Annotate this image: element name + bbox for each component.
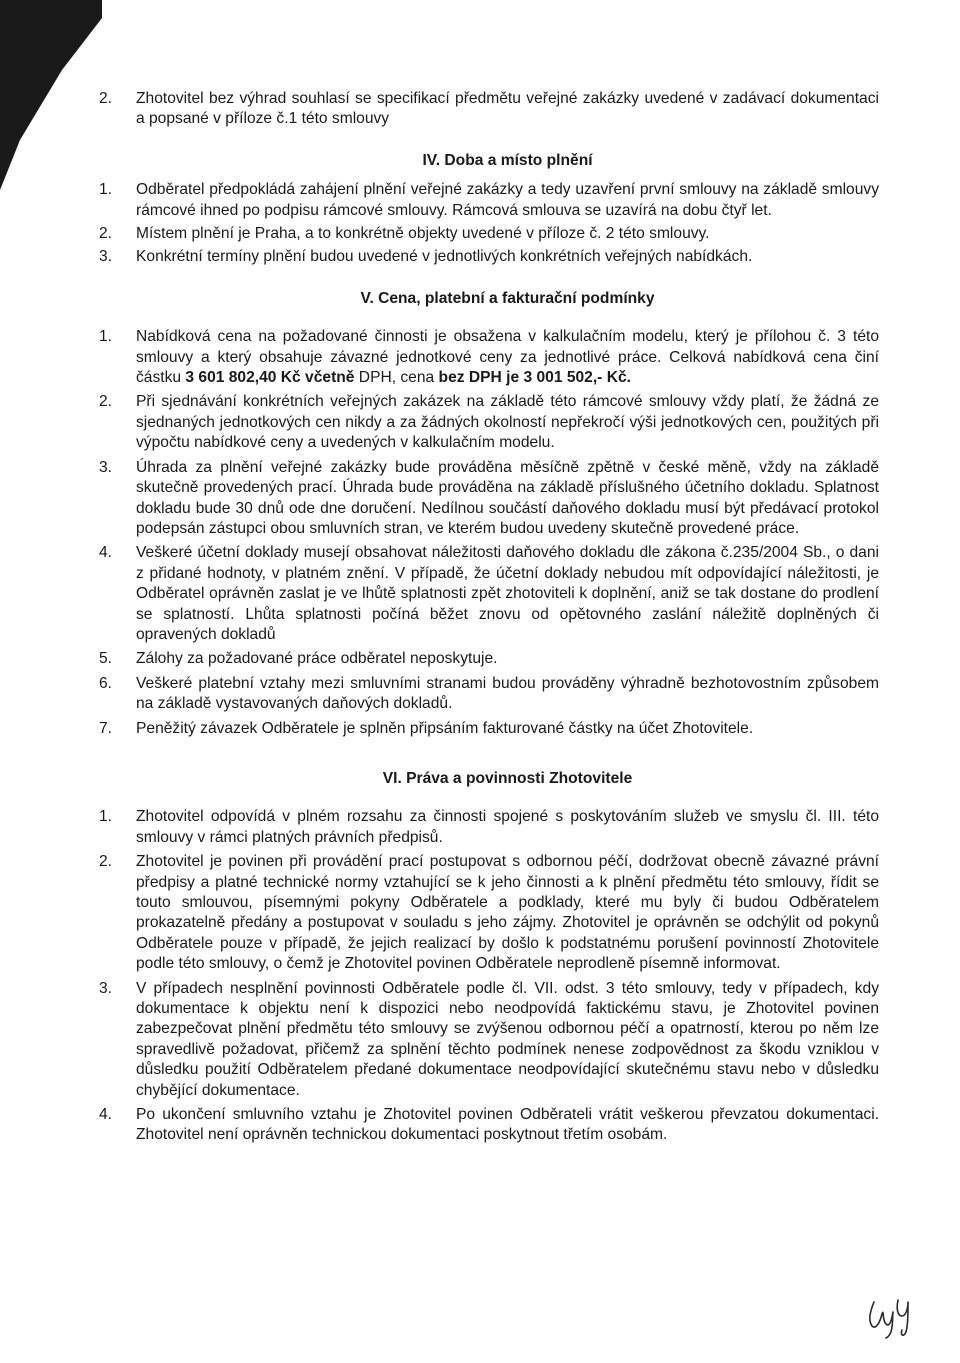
section-vi-item-2: [99, 852, 879, 974]
item-number: 2.: [99, 853, 113, 871]
section-vi-item-3: [99, 979, 879, 1101]
section-iv-item-2: [99, 224, 879, 244]
section-v-item-2: [99, 392, 879, 453]
item-text: Po ukončení smluvního vztahu je Zhotovitel povinen Odběrateli vrátit veškerou převzatou dokumentaci. Zhotovitel není oprávněn technickou dokumentaci poskytnout třetím osobám.: [136, 1106, 879, 1144]
item-text: Zhotovitel je povinen při provádění prací postupovat s odbornou péčí, dodržovat obecně závazné právní předpisy a platné technické normy vztahující se k jeho činnosti a k plnění předmětu této smlouvy, řídit se touto smlouvou, písemnými pokyny Odběratele a podklady, které mu byly či budou Odběratelem prokazatelně předány a postupovat v souladu s jeho zájmy. Zhotovitel je oprávněn se odchýlit od pokynů Odběratele pouze v případě, že jejich realizací by došlo k podstatnému porušení povinností Zhotovitele podle této smlouvy, o čemž je Zhotovitel povinen Odběratele neprodleně písemně informovat.: [136, 853, 879, 973]
item-number: 2.: [99, 225, 113, 243]
item-number: 3.: [99, 979, 113, 997]
item-number: 2.: [99, 90, 113, 107]
item-number: 7.: [99, 719, 113, 737]
section-vi-item-4: [99, 1105, 879, 1146]
item-text: Veškeré platební vztahy mezi smluvními stranami budou prováděny výhradně bezhotovostním způsobem na základě vystavovaných daňových dokladů.: [136, 674, 879, 713]
section-iv-item-3: [99, 247, 879, 267]
section-v-item-4: [99, 543, 879, 645]
item-number: 2.: [99, 393, 113, 411]
section-v-item-7: [99, 719, 879, 739]
item-text: Zhotovitel bez výhrad souhlasí se specifikací předmětu veřejné zakázky uvedené v zadávací dokumentaci a popsané v příloze č.1 této smlouvy: [136, 90, 879, 128]
section-v-title: V. Cena, platební a fakturační podmínky: [360, 289, 655, 307]
item-number: 3.: [99, 458, 113, 476]
section-v-item-3: [99, 458, 879, 540]
item-text: Veškeré účetní doklady musejí obsahovat náležitosti daňového dokladu dle zákona č.235/2004 Sb., o dani z přidané hodnoty, v platném znění. V případě, že účetní doklady nebudou mít odpovídající náležitosti, je Odběratel oprávněn zaslat je ve lhůtě splatnosti zpět zhotoviteli k doplnění, aniž se tak dostane do prodlení se splatností. Lhůta splatnosti počíná běžet znovu od opětovného zaslání náležitě doplněných či opravených dokladů: [136, 544, 879, 643]
item-number: 6.: [99, 674, 113, 692]
item-number: 3.: [99, 248, 113, 266]
item-text: Konkrétní termíny plnění budou uvedené v jednotlivých konkrétních veřejných nabídkách.: [136, 248, 753, 266]
section-iv-item-1: [99, 180, 879, 221]
item-number: 1.: [99, 328, 113, 346]
corner-shadow: [0, 0, 113, 200]
item-text: Při sjednávání konkrétních veřejných zakázek na základě této rámcové smlouvy vždy platí, že žádná ze sjednaných jednotkových cen nikdy a za žádných okolností nepřekročí výši jednotkových cen, použitých při výpočtu nabídkové ceny a uvedených v kalkulačním modelu.: [136, 393, 879, 452]
section-iv-title: IV. Doba a místo plnění: [422, 151, 593, 169]
item-text: DPH, cena: [354, 369, 439, 387]
section-v-item-1: [99, 327, 879, 388]
section-v-item-5: [99, 649, 879, 669]
item-number: 1.: [99, 181, 113, 199]
item-text: Zálohy za požadované práce odběratel neposkytuje.: [136, 650, 498, 668]
section-vi-title: VI. Práva a povinnosti Zhotovitele: [382, 769, 633, 787]
item-text: Odběratel předpokládá zahájení plnění veřejné zakázky a tedy uzavření první smlouvy na základě smlouvy rámcové ihned po podpisu rámcové smlouvy. Rámcová smlouva se uzavírá na dobu čtyř let.: [136, 181, 879, 219]
section-vi-item-1: [99, 807, 879, 848]
item-number: 4.: [99, 544, 113, 562]
item-text: Peněžitý závazek Odběratele je splněn připsáním fakturované částky na účet Zhotovitele.: [136, 719, 754, 737]
item-number: 5.: [99, 650, 113, 668]
total-price-incl-vat: 3 601 802,40 Kč včetně: [185, 369, 355, 387]
item-text: Nabídková cena na požadované činnosti je obsažena v kalkulačním modelu, který je přílohou č. 3 této smlouvy a který obsahuje závazné jednotkové ceny za jednotlivé práce. Celková nabídková cena činí částku: [136, 328, 879, 387]
intro-item-2: [99, 89, 879, 130]
section-v-item-6: [99, 674, 879, 715]
item-text: Místem plnění je Praha, a to konkrétně objekty uvedené v příloze č. 2 této smlouvy.: [136, 225, 710, 243]
item-number: 4.: [99, 1106, 113, 1124]
item-text: V případech nesplnění povinnosti Odběratele podle čl. VII. odst. 3 této smlouvy, tedy v případech, kdy dokumentace k objektu není k dispozici nebo neodpovídá faktickému stavu, je Zhotovitel povinen zabezpečovat plnění předmětu této smlouvy se zvýšenou odbornou péčí a opatrností, kterou po něm lze spravedlivě požadovat, přičemž za splnění těchto podmínek nenese zodpovědnost za škodu vzniklou v důsledku použití Odběratelem předané dokumentace neodpovídající skutečnému stavu nebo v důsledku chybějící dokumentace.: [136, 979, 879, 1099]
document-body: [99, 89, 879, 1146]
total-price-excl-vat: bez DPH je 3 001 502,- Kč.: [438, 369, 631, 387]
handwritten-initials: [862, 1290, 926, 1340]
item-number: 1.: [99, 808, 113, 826]
item-text: Úhrada za plnění veřejné zakázky bude prováděna měsíčně zpětně v české měně, vždy na základě skutečně provedených prací. Úhrada bude prováděna na základě příslušného účetního dokladu. Splatnost dokladu bude 30 dnů ode dne doručení. Nedílnou součástí daňového dokladu musí být předávací protokol podepsán zástupci obou smluvních stran, ve kterém budou uvedeny skutečně provedené práce.: [136, 458, 879, 537]
item-text: Zhotovitel odpovídá v plném rozsahu za činnosti spojené s poskytováním služeb ve smyslu čl. III. této smlouvy v rámci platných právních předpisů.: [136, 808, 879, 846]
